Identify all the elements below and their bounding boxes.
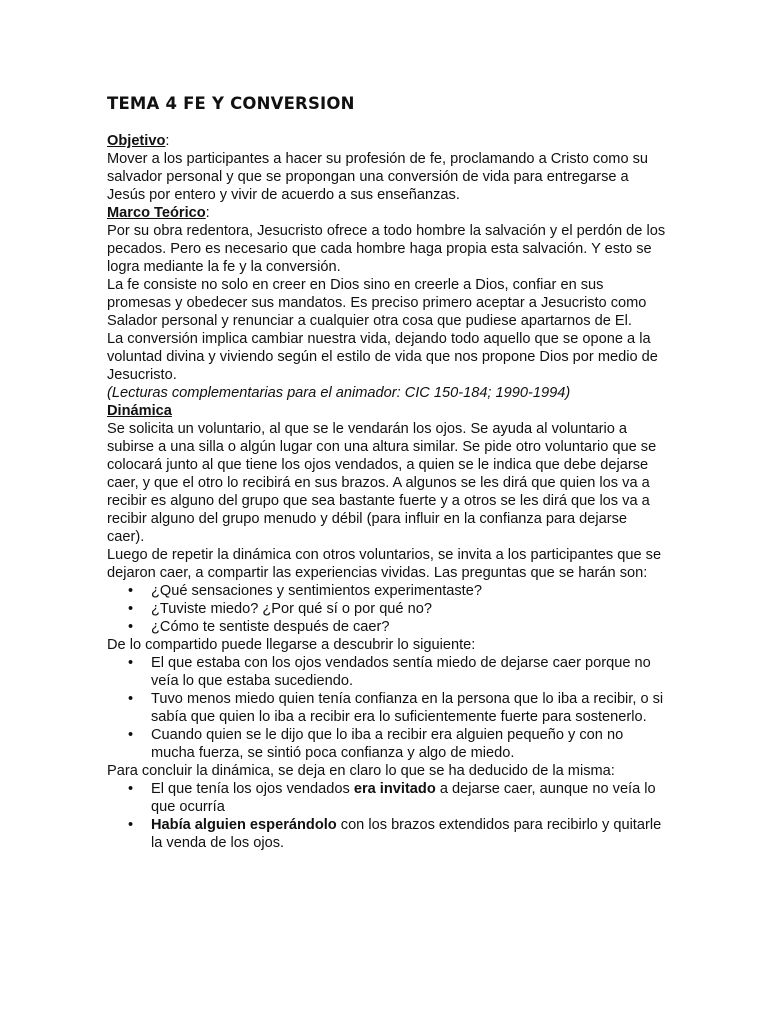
objetivo-colon: : [165, 133, 170, 149]
preguntas-list [107, 582, 667, 636]
document-content [107, 92, 667, 852]
page-title: TEMA 4 FE Y CONVERSION [107, 94, 355, 113]
list-item: • El que estaba con los ojos vendados sentía miedo de dejarse caer porque no veía lo que estaba sucediendo. [107, 654, 667, 690]
marco-paragraph: La conversión implica cambiar nuestra vida, dejando todo aquello que se opone a la voluntad divina y viviendo según el estilo de vida que nos propone Dios por medio de Jesucristo. [107, 331, 658, 383]
marco-colon: : [205, 205, 210, 221]
conclusion-bold-text: Había alguien esperándolo [151, 817, 337, 833]
dinamica-paragraph: Para concluir la dinámica, se deja en claro lo que se ha deducido de la misma: [107, 763, 615, 779]
lecturas-note: (Lecturas complementarias para el animador: CIC 150-184; 1990-1994) [107, 385, 571, 401]
dinamica-paragraph: De lo compartido puede llegarse a descubrir lo siguiente: [107, 637, 476, 653]
conclusion-text: a dejarse caer, aunque no veía lo que ocurría [151, 781, 656, 815]
marco-paragraph: La fe consiste no solo en creer en Dios sino en creerle a Dios, confiar en sus promesas y obedecer sus mandatos. Es preciso primero aceptar a Jesucristo como Salador personal y renunciar a cualquier otra cosa que pudiese apartarnos de El. [107, 277, 647, 329]
conclusion-text: El que tenía los ojos vendados [151, 781, 354, 797]
dinamica-heading: Dinámica [107, 403, 172, 419]
list-item: • ¿Tuviste miedo? ¿Por qué sí o por qué no? [107, 600, 667, 618]
list-item: • ¿Cómo te sentiste después de caer? [107, 618, 667, 636]
list-item [107, 780, 667, 816]
conclusion-text: con los brazos extendidos para recibirlo y quitarle la venda de los ojos. [151, 817, 662, 851]
list-item: • ¿Qué sensaciones y sentimientos experimentaste? [107, 582, 667, 600]
list-item: • Tuvo menos miedo quien tenía confianza en la persona que lo iba a recibir, o si sabía que quien lo iba a recibir era lo suficientemente fuerte para sostenerlo. [107, 690, 667, 726]
marco-heading-line [107, 204, 667, 222]
conclusion-bold-text: era invitado [353, 781, 436, 797]
list-item [107, 816, 667, 852]
dinamica-paragraph: Se solicita un voluntario, al que se le vendarán los ojos. Se ayuda al voluntario a subirse a una silla o algún lugar con una altura similar. Se pide otro voluntario que se colocará junto al que tiene los ojos vendados, a quien se le indica que debe dejarse caer, y que el otro lo recibirá en sus brazos. A algunos se les dirá que quien los va a recibir es alguno del grupo que sea bastante fuerte y a otros se les dirá que los va a recibir alguno del grupo menudo y débil (para influir en la confianza para dejarse caer). [107, 421, 657, 545]
marco-heading: Marco Teórico [107, 205, 206, 221]
objetivo-heading: Objetivo [107, 133, 166, 149]
dinamica-heading-line [107, 402, 667, 420]
list-item: • Cuando quien se le dijo que lo iba a recibir era alguien pequeño y con no mucha fuerza, se sintió poca confianza y algo de miedo. [107, 726, 667, 762]
descubrimientos-list [107, 654, 667, 762]
objetivo-heading-line [107, 132, 667, 150]
marco-paragraph: Por su obra redentora, Jesucristo ofrece a todo hombre la salvación y el perdón de los pecados. Pero es necesario que cada hombre haga propia esta salvación. Y esto se logra mediante la fe y la conversión. [107, 223, 666, 275]
dinamica-paragraph: Luego de repetir la dinámica con otros voluntarios, se invita a los participantes que se dejaron caer, a compartir las experiencias vividas. Las preguntas que se harán son: [107, 547, 662, 581]
objetivo-text: Mover a los participantes a hacer su profesión de fe, proclamando a Cristo como su salvador personal y que se propongan una conversión de vida para entregarse a Jesús por entero y vivir de acuerdo a sus enseñanzas. [107, 151, 649, 203]
conclusiones-list [107, 780, 667, 852]
